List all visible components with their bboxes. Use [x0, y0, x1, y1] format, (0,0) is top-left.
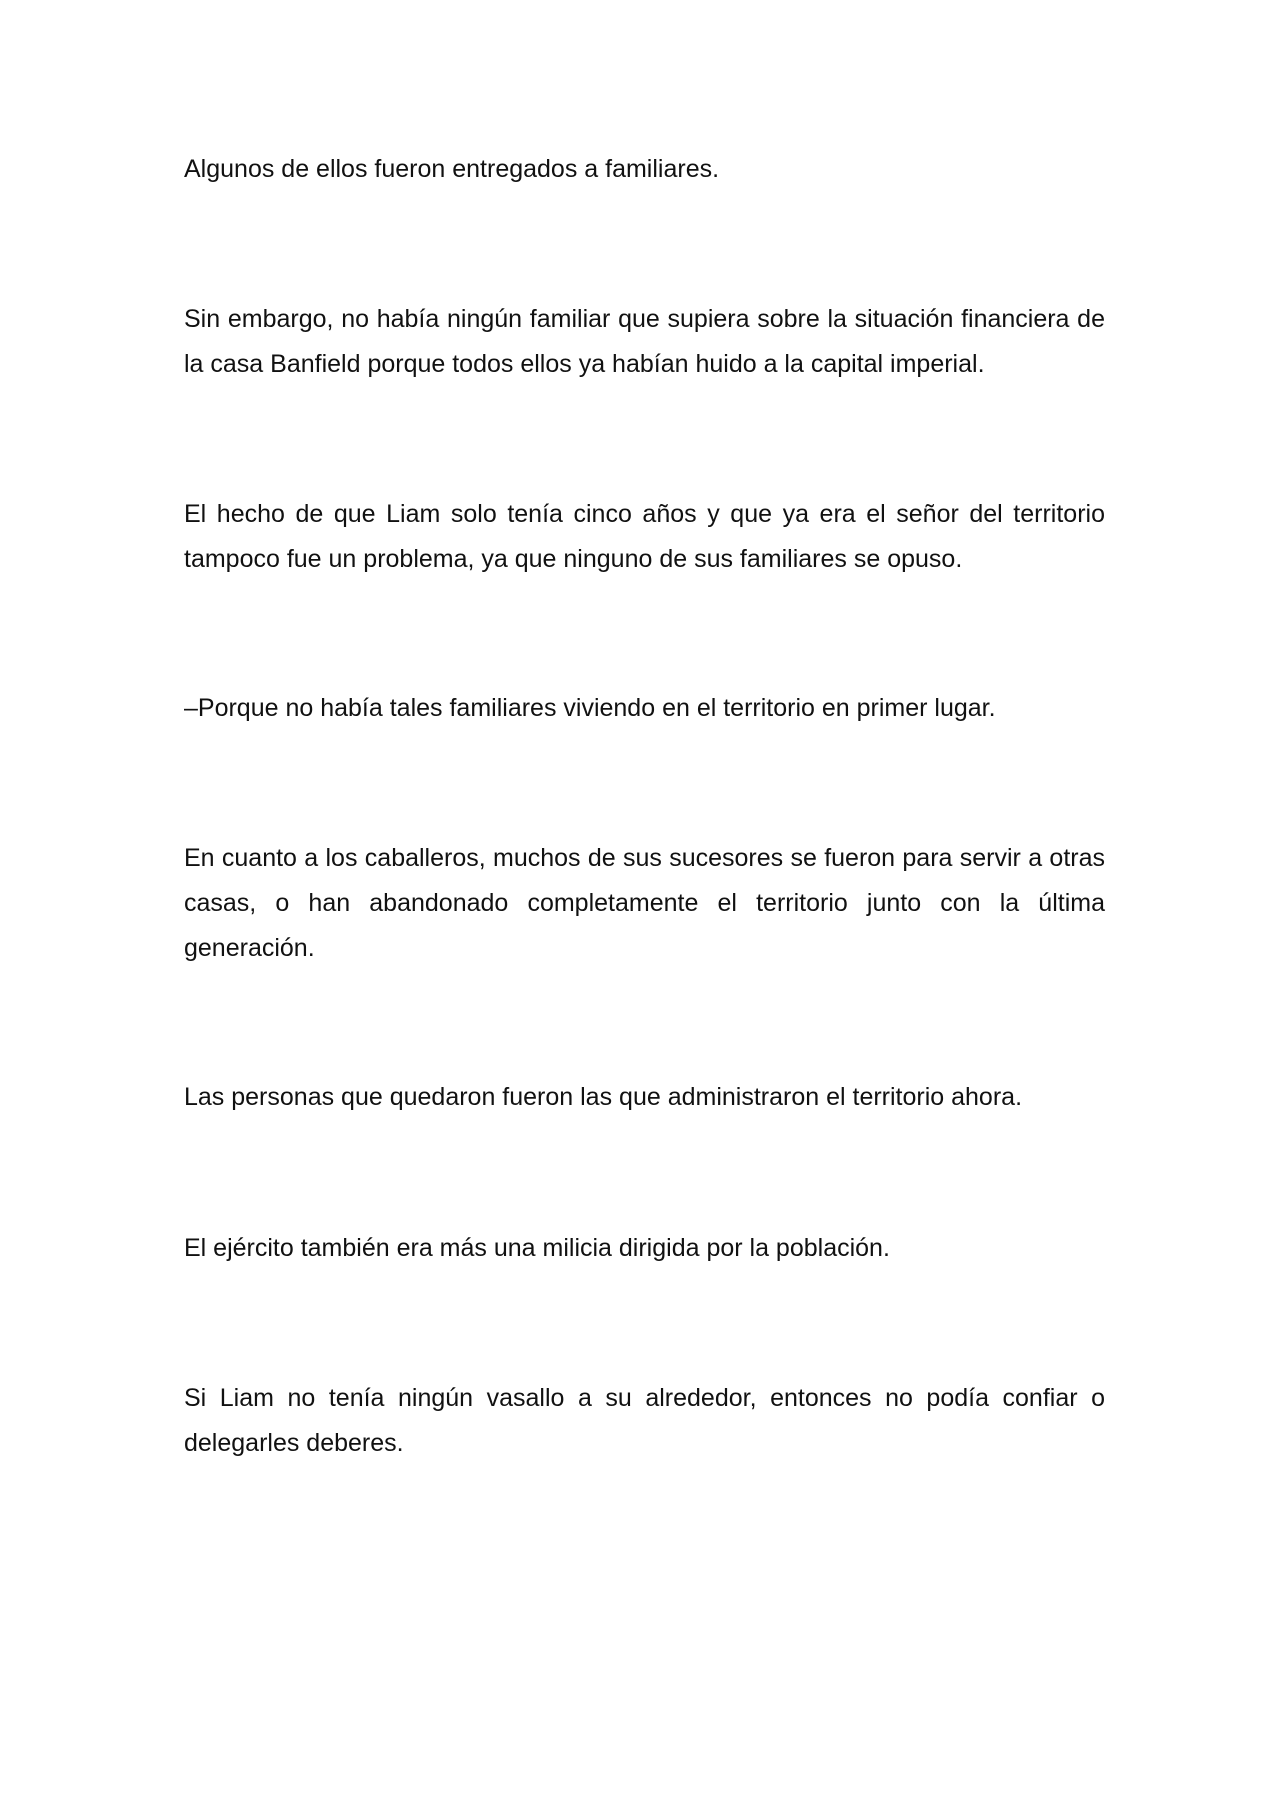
paragraph-4: –Porque no había tales familiares viviendo en el territorio en primer lugar. [184, 694, 996, 722]
paragraph-8: Si Liam no tenía ningún vasallo a su alrededor, entonces no podía confiar o delegarles deberes. [184, 1384, 1105, 1457]
paragraph-1: Algunos de ellos fueron entregados a familiares. [184, 155, 720, 183]
paragraph-3: El hecho de que Liam solo tenía cinco años y que ya era el señor del territorio tampoco fue un problema, ya que ninguno de sus familiares se opuso. [184, 500, 1105, 573]
paragraph-5: En cuanto a los caballeros, muchos de sus sucesores se fueron para servir a otras casas, o han abandonado completamente el territorio junto con la última generación. [184, 844, 1105, 962]
paragraph-2: Sin embargo, no había ningún familiar que supiera sobre la situación financiera de la casa Banfield porque todos ellos ya habían huido a la capital imperial. [184, 305, 1105, 378]
paragraph-6: Las personas que quedaron fueron las que administraron el territorio ahora. [184, 1083, 1023, 1111]
paragraph-7: El ejército también era más una milicia dirigida por la población. [184, 1234, 890, 1262]
